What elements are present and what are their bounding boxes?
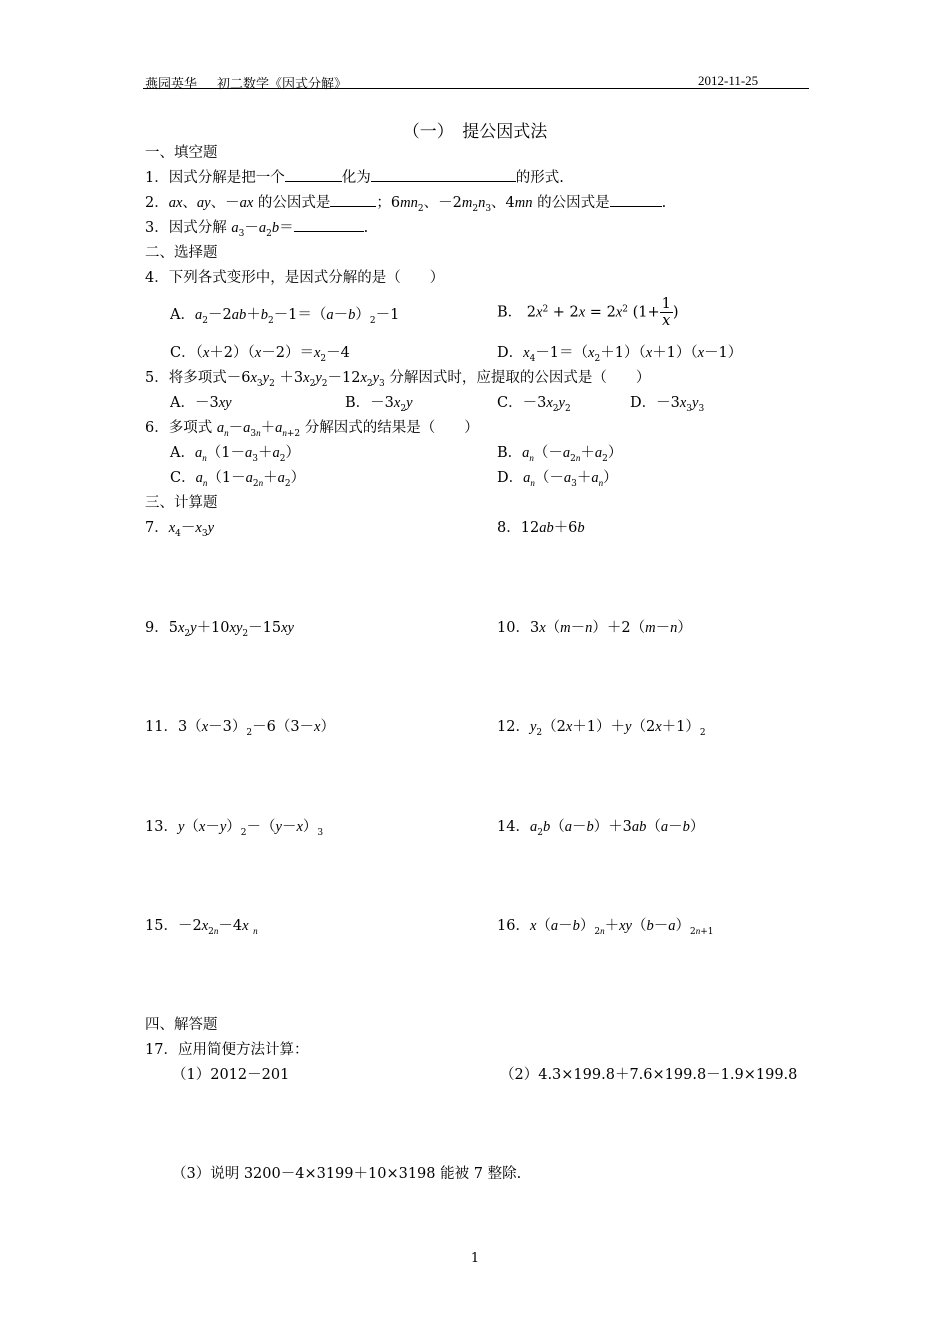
header-school: 燕园英华	[145, 77, 198, 92]
question-8: 8．12ab＋6b	[497, 520, 585, 536]
header-left	[145, 73, 347, 92]
fraction-one-over-x: $\frac{1}{x}$	[661, 296, 671, 329]
question-11: 11．$3(x-3)_2-6(3-x)$	[145, 719, 335, 738]
q4-option-b: B． $2x^2 + 2x = 2x^2$ (1+ $\frac{1}{x}$ )	[497, 296, 679, 329]
q6-option-a: A．$a_n(1-a_3+a_2)$	[170, 445, 300, 464]
question-15: 15．$-2x_{2n}-4x$ $_n$	[145, 918, 258, 937]
question-13: 13．$y(x-y)_2-(y-x)_3$	[145, 819, 324, 838]
page-title: （一） 提公因式法	[402, 122, 548, 142]
q6-option-b: B．$a_n(-a_{2n}+a_2)$	[497, 445, 623, 464]
question-9: 9．$5x_2y+10xy_2-15xy$	[145, 620, 294, 639]
header-course: 初二数学《因式分解》	[217, 77, 348, 92]
question-6-stem: 6．多项式 $a_n-a_{3n}+a_{n+2}$ 分解因式的结果是（ ）	[145, 420, 479, 439]
question-1: 1．因式分解是把一个 化为 的形式.	[145, 170, 564, 186]
header-date: 2012-11-25	[698, 73, 759, 88]
page-number: 1	[470, 1251, 480, 1266]
question-10: 10．3x（m－n）＋2（m－n）	[497, 620, 692, 636]
section-calculation: 三、计算题	[145, 495, 218, 511]
q4-option-a: A．$a_2-2ab+b_2-1=(a-b)_2-1$	[170, 307, 400, 326]
q6-option-c: C．$a_n(1-a_{2n}+a_2)$	[170, 470, 306, 489]
question-2: 2．ax、ay、－ax 的公因式是 ；$6mn_2$、$-2m_2n_3$、4mn 的公因式是 .	[145, 195, 667, 214]
q6-option-d: D．$a_n(-a_3+a_n)$	[497, 470, 618, 489]
question-4-stem: 4．下列各式变形中，是因式分解的是（ ）	[145, 270, 445, 286]
q17-part-1: （1）2012－201	[172, 1067, 290, 1083]
q4-option-d: D．$x_4-1=(x_2+1)(x+1)(x-1)$	[497, 345, 743, 364]
section-multiple-choice: 二、选择题	[145, 245, 218, 261]
q4-option-c: C．$(x+2)(x-2)=x_2-4$	[170, 345, 350, 364]
question-12: 12．$y_2(2x+1)+y(2x+1)_2$	[497, 719, 706, 738]
question-7: 7．$x_4-x_3y$	[145, 520, 215, 539]
q17-part-3: （3）说明 3200－4×3199＋10×3198 能被 7 整除.	[172, 1166, 522, 1182]
q5-option-b: B．$-3x_2y$	[345, 395, 413, 414]
question-14: 14．$a_2b(a-b)+3ab(a-b)$	[497, 819, 705, 838]
q5-option-a: A．－3xy	[170, 395, 232, 411]
section-fill-blank: 一、填空题	[145, 145, 218, 161]
header-rule	[143, 88, 809, 89]
question-16: 16．$x(a-b)_{2n}+xy(b-a)_{2n+1}$	[497, 918, 714, 937]
q5-option-d: D．$-3x_3y_3$	[630, 395, 705, 414]
question-5-stem: 5．将多项式$-6x_3y_2 +3x_2y_2-12x_2y_3$ 分解因式时，应提取的公因式是（ ）	[145, 370, 651, 389]
question-17-stem: 17．应用简便方法计算：	[145, 1042, 309, 1058]
question-3: 3．因式分解 $a_3-a_2b=$ .	[145, 220, 369, 239]
section-answer: 四、解答题	[145, 1017, 218, 1033]
q5-option-c: C．$-3x_2y_2$	[497, 395, 571, 414]
q17-part-2: （2）4.3×199.8＋7.6×199.8－1.9×199.8	[500, 1067, 798, 1083]
